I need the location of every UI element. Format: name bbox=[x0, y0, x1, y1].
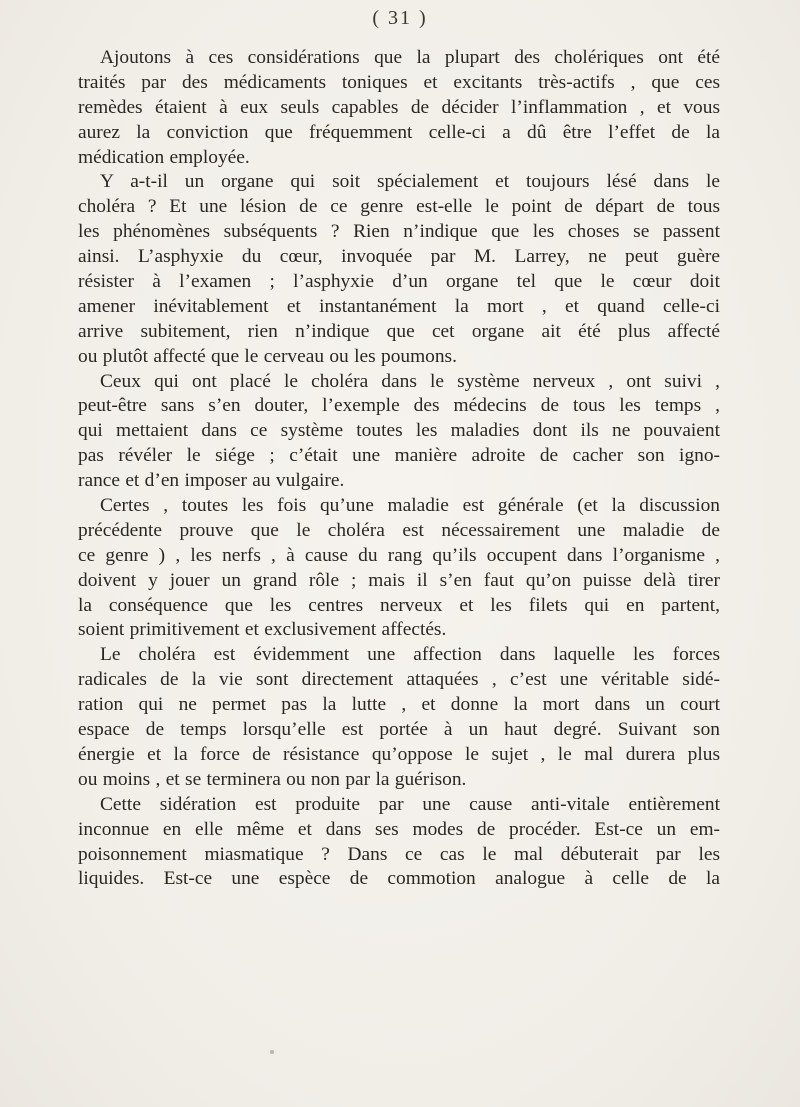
paragraph bbox=[78, 793, 720, 893]
text-line: ou moins , et se terminera ou non par la guérison. bbox=[78, 768, 467, 790]
text-line: aurez la conviction que fréquemment celle-ci a dû être l’effet de la bbox=[78, 121, 720, 143]
body-text bbox=[78, 46, 720, 892]
text-line: rance et d’en imposer au vulgaire. bbox=[78, 470, 345, 492]
text-line: amener inévitablement et instantanément la mort , et quand celle-ci bbox=[78, 295, 720, 317]
text-line: poisonnement miasmatique ? Dans ce cas le mal débuterait par les bbox=[78, 843, 720, 865]
text-line: qui mettaient dans ce système toutes les maladies dont ils ne pouvaient bbox=[78, 420, 720, 442]
text-line: arrive subitement, rien n’indique que cet organe ait été plus affecté bbox=[78, 320, 720, 342]
text-line: choléra ? Et une lésion de ce genre est-elle le point de départ de tous bbox=[78, 196, 720, 218]
paragraph bbox=[78, 170, 720, 369]
text-line: Cette sidération est produite par une cause anti-vitale entièrement bbox=[100, 793, 720, 815]
text-line: ce genre ) , les nerfs , à cause du rang qu’ils occupent dans l’organisme , bbox=[78, 544, 720, 566]
text-line: liquides. Est-ce une espèce de commotion analogue à celle de la bbox=[78, 868, 720, 890]
text-line: traités par des médicaments toniques et excitants très-actifs , que ces bbox=[78, 71, 720, 93]
paragraph bbox=[78, 46, 720, 170]
text-line: ou plutôt affecté que le cerveau ou les poumons. bbox=[78, 345, 457, 367]
text-line: espace de temps lorsqu’elle est portée à un haut degré. Suivant son bbox=[78, 719, 720, 741]
text-line: peut-être sans s’en douter, l’exemple des médecins de tous les temps , bbox=[78, 395, 720, 417]
text-line: les phénomènes subséquents ? Rien n’indique que les choses se passent bbox=[78, 221, 720, 243]
paragraph bbox=[78, 494, 720, 643]
text-line: Y a-t-il un organe qui soit spécialement et toujours lésé dans le bbox=[100, 171, 720, 193]
text-line: ainsi. L’asphyxie du cœur, invoquée par M. Larrey, ne peut guère bbox=[78, 246, 720, 268]
text-line: doivent y jouer un grand rôle ; mais il s’en faut qu’on puisse delà tirer bbox=[78, 569, 720, 591]
text-line: résister à l’examen ; l’asphyxie d’un organe tel que le cœur doit bbox=[78, 271, 720, 293]
text-line: soient primitivement et exclusivement affectés. bbox=[78, 619, 447, 641]
text-line: pas révéler le siége ; c’était une manière adroite de cacher son igno- bbox=[78, 445, 720, 467]
text-line: la conséquence que les centres nerveux et les filets qui en partent, bbox=[78, 594, 720, 616]
page-number: ( 31 ) bbox=[372, 7, 428, 29]
paper-speck bbox=[270, 1050, 274, 1054]
text-line: Certes , toutes les fois qu’une maladie est générale (et la discussion bbox=[100, 495, 720, 517]
text-line: ration qui ne permet pas la lutte , et donne la mort dans un court bbox=[78, 694, 720, 716]
text-line: inconnue en elle même et dans ses modes de procéder. Est-ce un em- bbox=[78, 818, 720, 840]
text-line: médication employée. bbox=[78, 146, 250, 168]
text-line: radicales de la vie sont directement attaquées , c’est une véritable sidé- bbox=[78, 669, 720, 691]
paragraph bbox=[78, 643, 720, 792]
paragraph bbox=[78, 370, 720, 494]
text-line: Le choléra est évidemment une affection dans laquelle les forces bbox=[100, 644, 720, 666]
text-line: précédente prouve que le choléra est nécessairement une maladie de bbox=[78, 519, 720, 541]
text-line: énergie et la force de résistance qu’oppose le sujet , le mal durera plus bbox=[78, 743, 720, 765]
text-line: Ceux qui ont placé le choléra dans le système nerveux , ont suivi , bbox=[100, 370, 720, 392]
text-line: Ajoutons à ces considérations que la plupart des cholériques ont été bbox=[100, 47, 720, 68]
text-line: remèdes étaient à eux seuls capables de décider l’inflammation , et vous bbox=[78, 96, 720, 118]
